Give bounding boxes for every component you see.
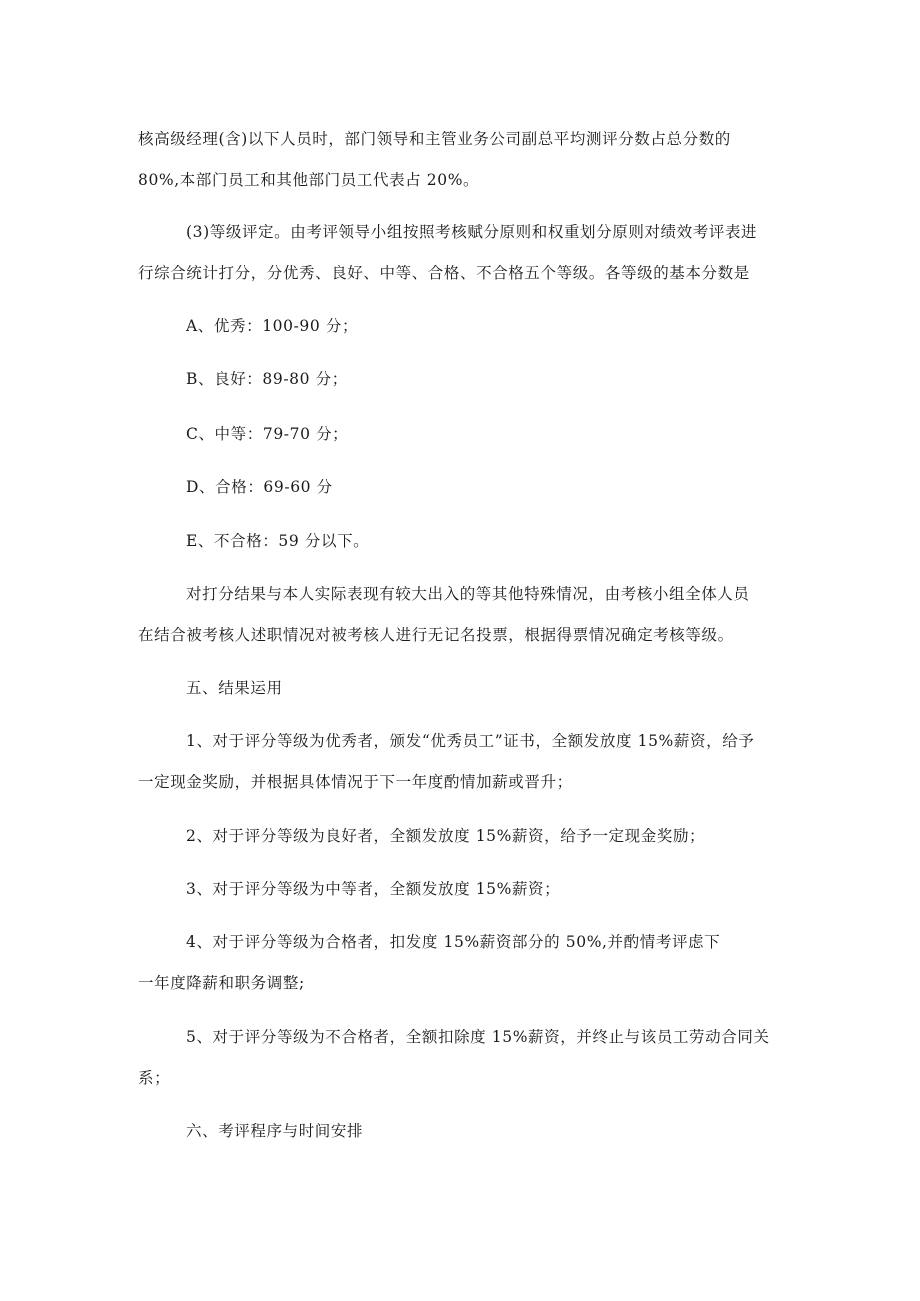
text-line-14: 一定现金奖励，并根据具体情况于下一年度酌情加薪或晋升； (138, 773, 573, 791)
text-line-11: 在结合被考核人述职情况对被考核人进行无记名投票，根据得票情况确定考核等级。 (138, 626, 734, 644)
grade-d-line: D、合格：69-60 分 (186, 478, 333, 496)
text-line-15: 2、对于评分等级为良好者，全额发放度 15%薪资，给予一定现金奖励； (186, 827, 706, 845)
grade-e-line: E、不合格：59 分以下。 (186, 532, 370, 550)
text-line-2: 80%,本部门员工和其他部门员工代表占 20%。 (138, 171, 480, 189)
grade-c-line: C、中等：79-70 分； (186, 425, 349, 443)
text-line-4: 行综合统计打分，分优秀、良好、中等、合格、不合格五个等级。各等级的基本分数是 (138, 264, 750, 282)
section-heading-procedure: 六、考评程序与时间安排 (186, 1122, 364, 1140)
grade-b-line: B、良好：89-80 分； (186, 370, 348, 388)
text-line-20: 系； (138, 1069, 171, 1087)
text-line-18: 一年度降薪和职务调整; (138, 974, 305, 992)
text-line-17: 4、对于评分等级为合格者，扣发度 15%薪资部分的 50%,并酌情考评虑下 (186, 933, 721, 951)
grade-a-line: A、优秀：100-90 分； (186, 317, 359, 335)
section-heading-results: 五、结果运用 (186, 679, 283, 697)
text-line-3: (3)等级评定。由考评领导小组按照考核赋分原则和权重划分原则对绩效考评表进 (186, 223, 758, 241)
text-line-13: 1、对于评分等级为优秀者，颁发“优秀员工”证书，全额发放度 15%薪资，给予 (186, 732, 755, 750)
text-line-16: 3、对于评分等级为中等者，全额发放度 15%薪资； (186, 880, 561, 898)
text-line-10: 对打分结果与本人实际表现有较大出入的等其他特殊情况，由考核小组全体人员 (186, 585, 750, 603)
text-line-1: 核高级经理(含)以下人员时，部门领导和主管业务公司副总平均测评分数占总分数的 (138, 130, 731, 148)
text-line-19: 5、对于评分等级为不合格者，全额扣除度 15%薪资，并终止与该员工劳动合同关 (186, 1028, 770, 1046)
